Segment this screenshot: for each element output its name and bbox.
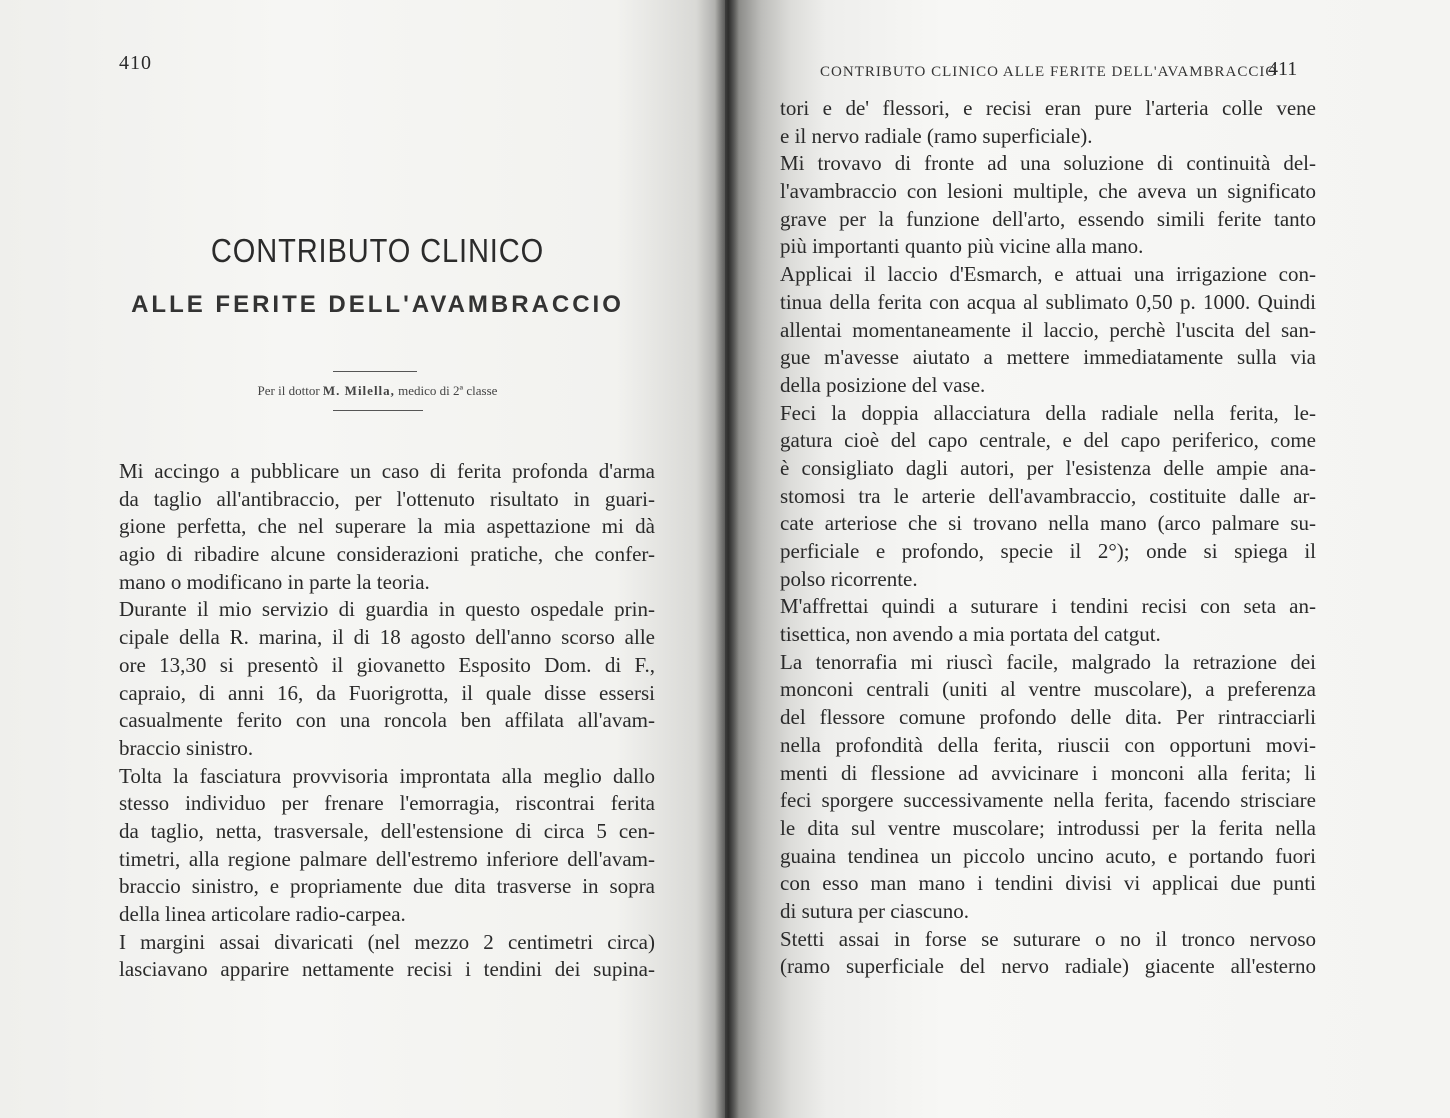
byline <box>0 383 725 399</box>
text-line: da taglio, netta, trasversale, dell'estensione di circa 5 cen- <box>119 818 655 843</box>
text-line: braccio sinistro, e propriamente due dita trasverse in sopra <box>119 874 655 899</box>
divider-rule <box>333 371 417 372</box>
text-line: tinua della ferita con acqua al sublimato 0,50 p. 1000. Quindi <box>780 289 1316 314</box>
text-line: con esso man mano i tendini divisi vi applicai due punti <box>780 871 1316 896</box>
text-line: tisettica, non avendo a mia portata del catgut. <box>780 622 1161 647</box>
text-line: Mi trovavo di fronte ad una soluzione di continuità del- <box>780 151 1316 176</box>
text-line: monconi centrali (uniti al ventre muscolare), a preferenza <box>780 677 1316 702</box>
text-line: Stetti assai in forse se suturare o no il tronco nervoso <box>780 926 1316 951</box>
author-name: M. Milella, <box>322 383 395 398</box>
text-line: grave per la funzione dell'arto, essendo simili ferite tanto <box>780 206 1316 231</box>
text-line: feci sporgere successivamente nella ferita, facendo strisciare <box>780 788 1316 813</box>
text-line: Durante il mio servizio di guardia in questo ospedale prin- <box>119 597 655 622</box>
text-line: lasciavano apparire nettamente recisi i tendini dei supina- <box>119 957 655 982</box>
text-line: di sutura per ciascuno. <box>780 898 969 923</box>
text-line: è consigliato dagli autori, per l'esistenza delle ampie ana- <box>780 455 1316 480</box>
text-line: nella profondità della ferita, riuscii con opportuni movi- <box>780 732 1316 757</box>
text-line: casualmente ferito con una roncola ben affilata all'avam- <box>119 708 655 733</box>
text-line: perficiale e profondo, specie il 2°); onde si spiega il <box>780 539 1316 563</box>
article-subtitle: ALLE FERITE DELL'AVAMBRACCIO <box>131 291 624 318</box>
text-line: l'avambraccio con lesioni multiple, che aveva un significato <box>780 179 1316 204</box>
text-line: ore 13,30 si presentò il giovanetto Esposito Dom. di F., <box>119 652 655 677</box>
text-line: La tenorrafia mi riuscì facile, malgrado la retrazione dei <box>780 649 1316 674</box>
text-line: gatura cioè del capo centrale, e del capo periferico, come <box>780 428 1316 453</box>
body-text <box>119 458 655 984</box>
text-line: gione perfetta, che nel superare la mia aspettazione mi dà <box>119 514 655 539</box>
text-line: Feci la doppia allacciatura della radiale nella ferita, le- <box>780 400 1316 425</box>
text-line: gue m'avesse aiutato a mettere immediatamente sulla via <box>780 345 1316 370</box>
text-line: Applicai il laccio d'Esmarch, e attuai una irrigazione con- <box>780 262 1316 287</box>
book-gutter <box>715 0 739 1118</box>
text-line: e il nervo radiale (ramo superficiale). <box>780 123 1093 148</box>
text-line: M'affrettai quindi a suturare i tendini recisi con seta an- <box>780 594 1316 619</box>
text-line: stomosi tra le arterie dell'avambraccio, costituite dalle ar- <box>780 483 1316 508</box>
text-line: da taglio all'antibraccio, per l'ottenuto risultato in guari- <box>119 486 655 511</box>
text-line: le dita sul ventre muscolare; introdussi per la ferita nella <box>780 815 1316 840</box>
divider-rule <box>333 410 423 411</box>
text-line: agio di ribadire alcune considerazioni pratiche, che confer- <box>119 542 655 567</box>
text-line: stesso individuo per frenare l'emorragia, riscontrai ferita <box>119 791 655 816</box>
text-line: tori e de' flessori, e recisi eran pure l'arteria colle vene <box>780 96 1316 120</box>
text-line: guaina tendinea un piccolo uncino acuto, e portando fuori <box>780 843 1316 868</box>
body-text <box>780 95 1316 981</box>
text-line: mano o modificano in parte la teoria. <box>119 569 430 594</box>
text-line: Mi accingo a pubblicare un caso di ferita profonda d'arma <box>119 459 655 483</box>
text-line: cipale della R. marina, il di 18 agosto dell'anno scorso alle <box>119 625 655 650</box>
text-line: timetri, alla regione palmare dell'estremo inferiore dell'avam- <box>119 846 655 871</box>
text-line: braccio sinistro. <box>119 735 254 760</box>
page-number: 410 <box>119 52 152 74</box>
text-line: allentai momentaneamente il laccio, perchè l'uscita del san- <box>780 317 1316 342</box>
text-line: cate arteriose che si trovano nella mano (arco palmare su- <box>780 511 1316 536</box>
text-line: del flessore comune profondo delle dita. Per rintracciarli <box>780 705 1316 730</box>
text-line: capraio, di anni 16, da Fuorigrotta, il quale disse essersi <box>119 680 655 705</box>
byline-suffix: medico di 2ª classe <box>398 383 498 398</box>
text-line: della linea articolare radio-carpea. <box>119 902 406 926</box>
article-title: CONTRIBUTO CLINICO <box>210 232 545 269</box>
text-line: più importanti quanto più vicine alla mano. <box>780 234 1144 259</box>
text-line: Tolta la fasciatura provvisoria improntata alla meglio dallo <box>119 763 655 788</box>
text-line: I margini assai divaricati (nel mezzo 2 centimetri circa) <box>119 929 655 954</box>
running-head: CONTRIBUTO CLINICO ALLE FERITE DELL'AVAMBRACCIO <box>820 64 1278 80</box>
byline-prefix: Per il dottor <box>257 383 320 398</box>
page-number: 411 <box>1268 58 1298 80</box>
text-line: polso ricorrente. <box>780 566 918 591</box>
text-line: (ramo superficiale del nervo radiale) giacente all'esterno <box>780 954 1316 979</box>
text-line: menti di flessione ad avvicinare i monconi alla ferita; li <box>780 760 1316 785</box>
text-line: della posizione del vase. <box>780 372 986 397</box>
